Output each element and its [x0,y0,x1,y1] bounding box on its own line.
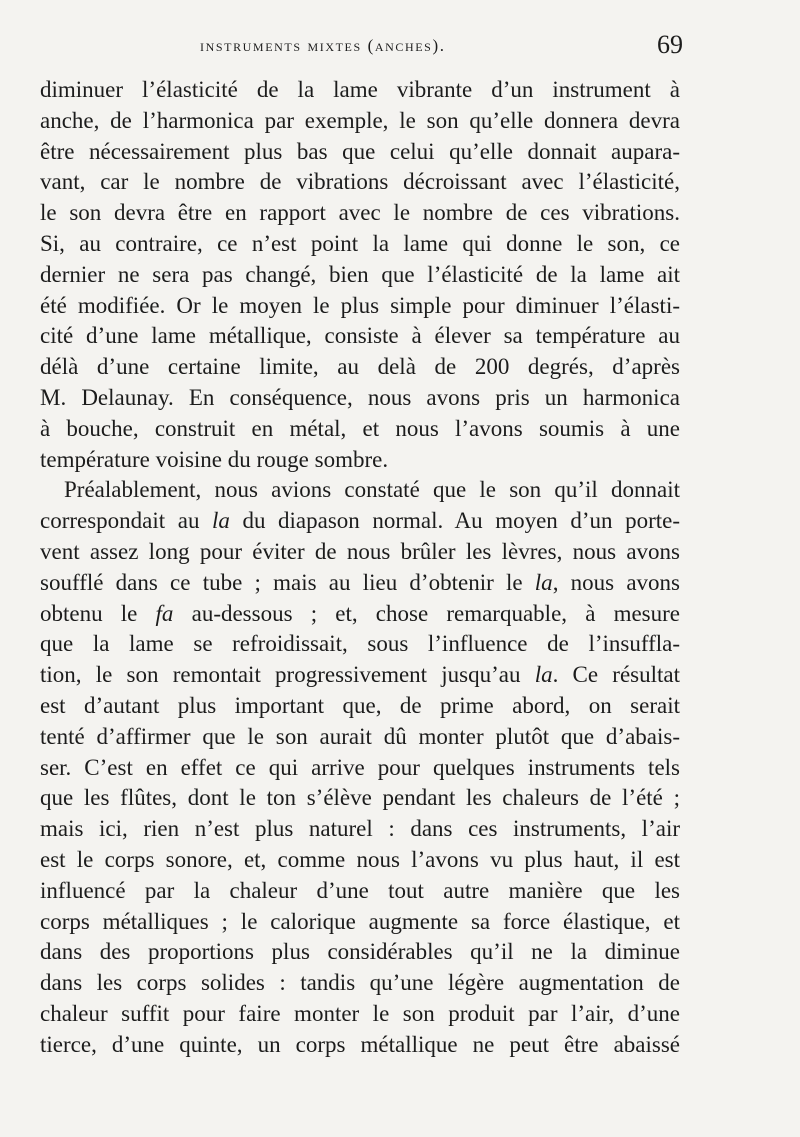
text-line [40,999,680,1030]
text-line [40,414,680,445]
text-segment: , nous avons [552,569,680,595]
text-line [40,722,680,753]
text-segment: dans les corps solides : tandis qu’une légère augmentation de [40,970,680,996]
page-header [200,30,685,70]
text-segment: est le corps sonore, et, comme nous l’avons vu plus haut, il est [40,846,680,872]
text-segment: que les flûtes, dont le ton s’élève pendant les chaleurs de l’été ; [40,785,680,811]
text-line [40,814,680,845]
text-line [40,321,680,352]
text-segment: . Ce résultat [552,662,680,688]
text-segment: ser. C’est en effet ce qui arrive pour quelques instruments tels [40,754,680,780]
text-segment: délà d’une certaine limite, au delà de 200 degrés, d’après [40,354,680,380]
text-line [40,876,680,907]
text-line [40,968,680,999]
page-number: 69 [657,30,683,59]
text-line [40,383,680,414]
text-segment: dernier ne sera pas changé, bien que l’élasticité de la lame ait [40,261,680,287]
text-segment: chaleur suffit pour faire monter le son produit par l’air, d’une [40,1000,680,1026]
text-line [40,629,680,660]
text-line [40,937,680,968]
text-segment: est d’autant plus important que, de prime abord, on serait [40,692,680,718]
body-text [40,75,680,1061]
text-segment: Si, au contraire, ce n’est point la lame qui donne le son, ce [40,230,680,256]
text-segment: soufflé dans ce tube ; mais au lieu d’obtenir le [40,569,535,595]
text-segment: anche, de l’harmonica par exemple, le son qu’elle donnera devra [40,107,680,133]
text-line [40,167,680,198]
text-segment: M. Delaunay. En conséquence, nous avons pris un harmonica [40,384,680,410]
text-segment: tion, le son remontait progressivement jusqu’au [40,662,535,688]
text-segment: correspondait au [40,508,213,534]
text-line [40,537,680,568]
running-head: instruments mixtes (anches). [200,36,446,55]
text-line [40,845,680,876]
text-segment: obtenu le [40,600,156,626]
text-segment: cité d’une lame métallique, consiste à élever sa température au [40,323,680,349]
text-line [40,352,680,383]
text-segment: influencé par la chaleur d’une tout autre manière que les [40,877,680,903]
text-line [40,229,680,260]
text-line [40,506,680,537]
text-segment: être nécessairement plus bas que celui qu’elle donnait aupara- [40,138,680,164]
text-line [40,783,680,814]
text-segment: vant, car le nombre de vibrations décroissant avec l’élasticité, [40,169,680,195]
italic-note-name: la [534,569,553,595]
text-line [40,907,680,938]
italic-note-name: la [212,508,230,534]
text-segment: dans des proportions plus considérables qu’il ne la diminue [40,939,680,965]
text-line [40,753,680,784]
text-segment: Préalablement, nous avions constaté que le son qu’il donnait [64,477,680,503]
text-segment: à bouche, construit en métal, et nous l’avons soumis à une [40,415,680,441]
text-line [40,1030,680,1061]
text-segment: tierce, d’une quinte, un corps métallique ne peut être abaissé [40,1031,680,1057]
italic-note-name: fa [155,600,174,626]
text-segment: que la lame se refroidissait, sous l’influence de l’insuffla- [40,631,680,657]
text-segment: corps métalliques ; le calorique augmente sa force élastique, et [40,908,680,934]
text-segment: été modifiée. Or le moyen le plus simple pour diminuer l’élasti- [40,292,680,318]
text-line [40,660,680,691]
text-line [40,106,680,137]
text-segment: du diapason normal. Au moyen d’un porte- [229,508,681,534]
text-line [40,568,680,599]
text-line [40,691,680,722]
text-segment: au-dessous ; et, chose remarquable, à mesure [173,600,680,626]
text-line [40,445,680,476]
text-segment: tenté d’affirmer que le son aurait dû monter plutôt que d’abais- [40,723,680,749]
text-segment: vent assez long pour éviter de nous brûler les lèvres, nous avons [40,538,680,564]
text-line [40,291,680,322]
text-line [40,260,680,291]
italic-note-name: la [534,662,553,688]
text-segment: diminuer l’élasticité de la lame vibrante d’un instrument à [40,77,680,102]
text-segment: température voisine du rouge sombre. [40,446,389,472]
text-segment: mais ici, rien n’est plus naturel : dans ces instruments, l’air [40,816,680,842]
text-segment: le son devra être en rapport avec le nombre de ces vibrations. [40,200,680,226]
text-line [40,75,680,106]
text-line [40,599,680,630]
text-line [40,137,680,168]
text-line [40,198,680,229]
text-line [40,475,680,506]
